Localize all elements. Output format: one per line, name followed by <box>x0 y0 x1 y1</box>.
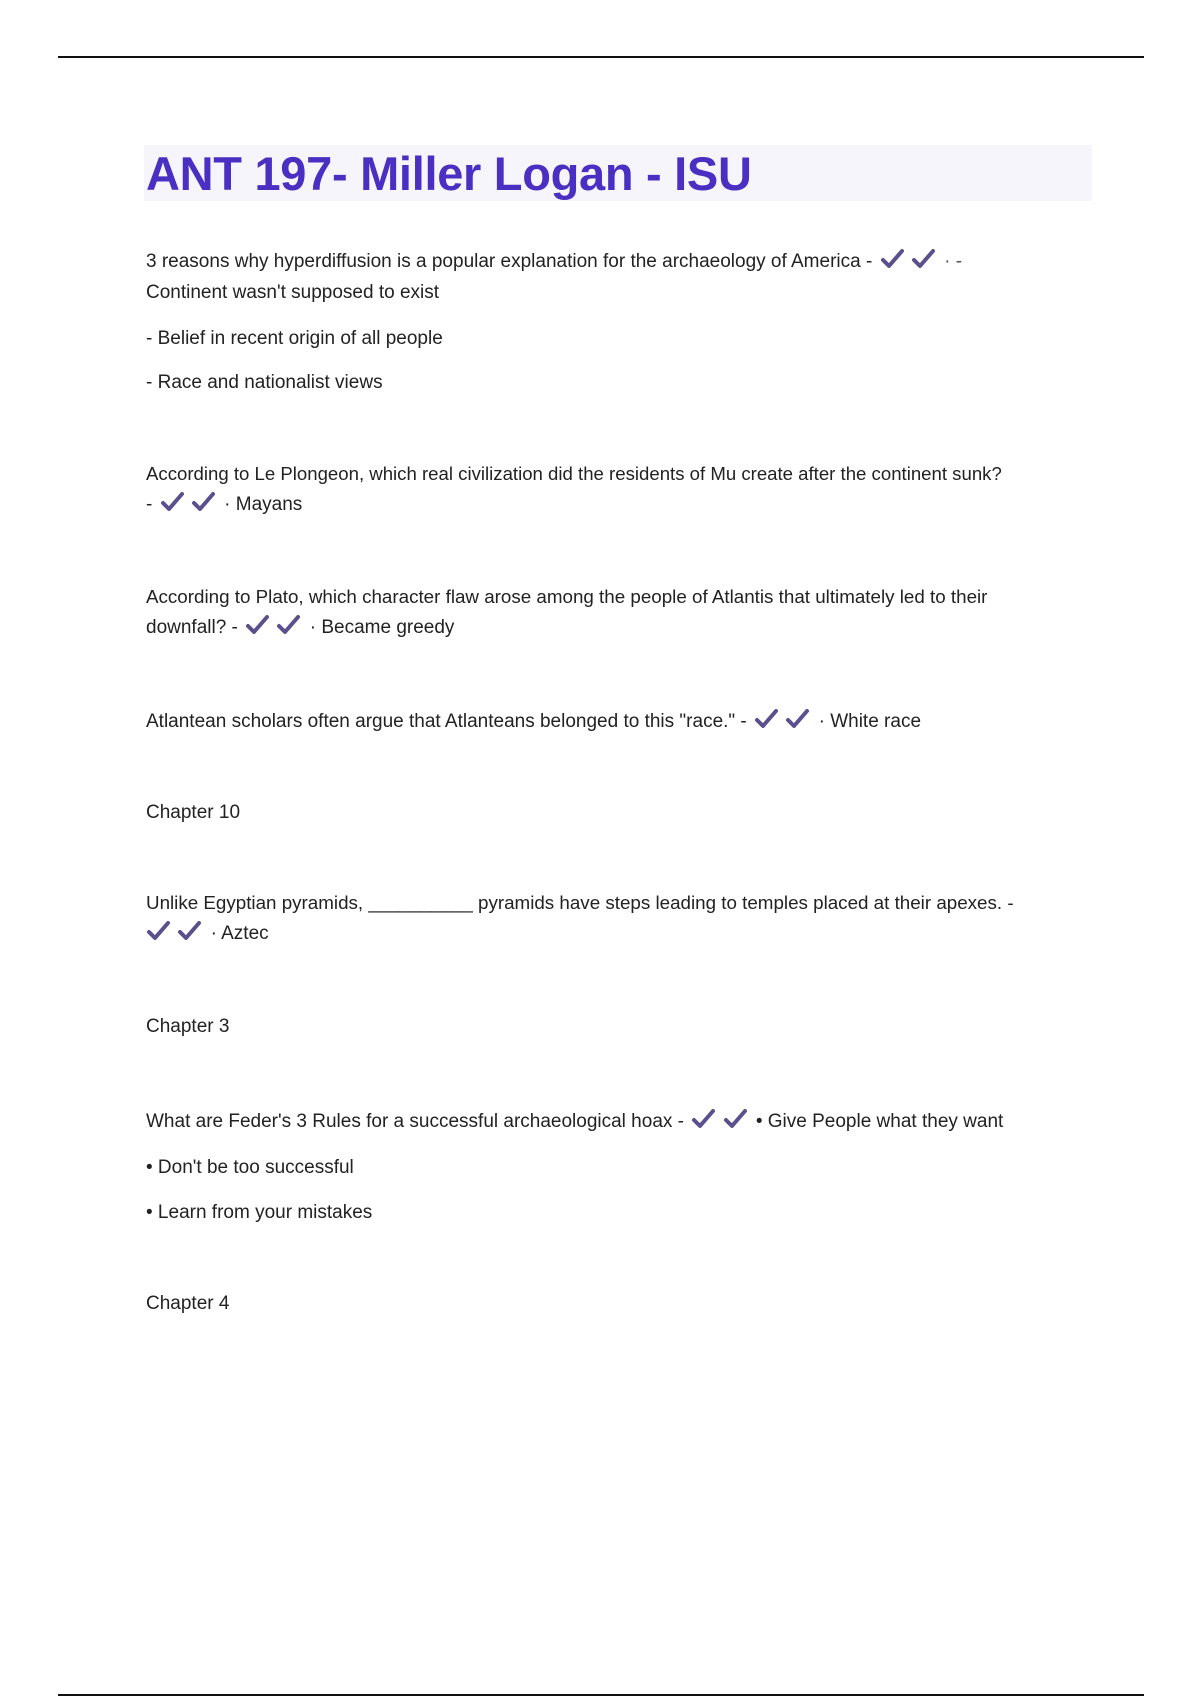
question-text: According to Le Plongeon, which real civilization did the residents of Mu create after the continent sunk? <box>146 463 1002 484</box>
check-icon <box>245 614 271 636</box>
question-line <box>146 706 1096 737</box>
question-text-continued: downfall? - <box>146 617 238 638</box>
answer-list <box>146 323 1096 398</box>
check-icon <box>276 614 302 636</box>
check-icon <box>177 920 203 942</box>
question-text: According to Plato, which character flaw arose among the people of Atlantis that ultimately led to their <box>146 586 988 607</box>
qa-item-feder-rules <box>146 1106 1096 1137</box>
list-item: • Don't be too successful <box>146 1157 354 1178</box>
list-item: - Belief in recent origin of all people <box>146 328 443 349</box>
chapter-heading <box>146 1011 1096 1042</box>
question-line <box>146 246 1096 277</box>
list-item: - Race and nationalist views <box>146 372 383 393</box>
checkmarks <box>691 1106 748 1137</box>
answer-text: · Mayans <box>224 494 303 515</box>
question-text: Atlantean scholars often argue that Atlanteans belonged to this "race." - <box>146 711 747 732</box>
question-text: Unlike Egyptian pyramids, __________ pyramids have steps leading to temples placed at their apexes. - <box>146 892 1014 913</box>
answer-text: • Give People what they want <box>755 1111 1004 1132</box>
question-line <box>146 1106 1096 1137</box>
document-title: ANT 197- Miller Logan - ISU <box>146 147 752 200</box>
qa-item-plato <box>146 581 1096 643</box>
answer-text: · Aztec <box>210 923 269 944</box>
answer-prefix: - <box>146 494 153 515</box>
question-text: What are Feder's 3 Rules for a successful archaeological hoax - <box>146 1111 684 1132</box>
answer-separator: · - <box>944 251 963 272</box>
question-text: 3 reasons why hyperdiffusion is a popular explanation for the archaeology of America - <box>146 251 873 272</box>
check-icon <box>880 248 906 270</box>
answer-line <box>146 612 1096 643</box>
chapter-heading <box>146 1288 1096 1319</box>
checkmarks <box>880 246 937 277</box>
checkmarks <box>146 918 203 949</box>
check-icon <box>754 708 780 730</box>
checkmarks <box>245 612 302 643</box>
check-icon <box>911 248 937 270</box>
checkmarks <box>754 706 811 737</box>
answer-text: · Became greedy <box>309 617 455 638</box>
check-icon <box>723 1108 749 1130</box>
chapter-heading-text: Chapter 3 <box>146 1016 230 1037</box>
qa-item-le-plongeon <box>146 458 1096 520</box>
chapter-heading-text: Chapter 10 <box>146 802 241 823</box>
check-icon <box>146 920 172 942</box>
check-icon <box>785 708 811 730</box>
qa-item-hyperdiffusion <box>146 246 1096 308</box>
check-icon <box>160 491 186 513</box>
answer-line <box>146 489 1096 520</box>
answer-text: Continent wasn't supposed to exist <box>146 282 440 303</box>
chapter-heading-text: Chapter 4 <box>146 1293 230 1314</box>
check-icon <box>691 1108 717 1130</box>
bottom-rule <box>58 1694 1144 1696</box>
chapter-heading <box>146 797 1096 828</box>
top-rule <box>58 56 1144 58</box>
qa-item-pyramids <box>146 887 1096 949</box>
answer-text: · White race <box>818 711 922 732</box>
checkmarks <box>160 489 217 520</box>
check-icon <box>191 491 217 513</box>
qa-item-atlantean-race <box>146 706 1096 737</box>
answer-line <box>146 918 1096 949</box>
answer-list <box>146 1152 1096 1228</box>
list-item: • Learn from your mistakes <box>146 1202 373 1223</box>
